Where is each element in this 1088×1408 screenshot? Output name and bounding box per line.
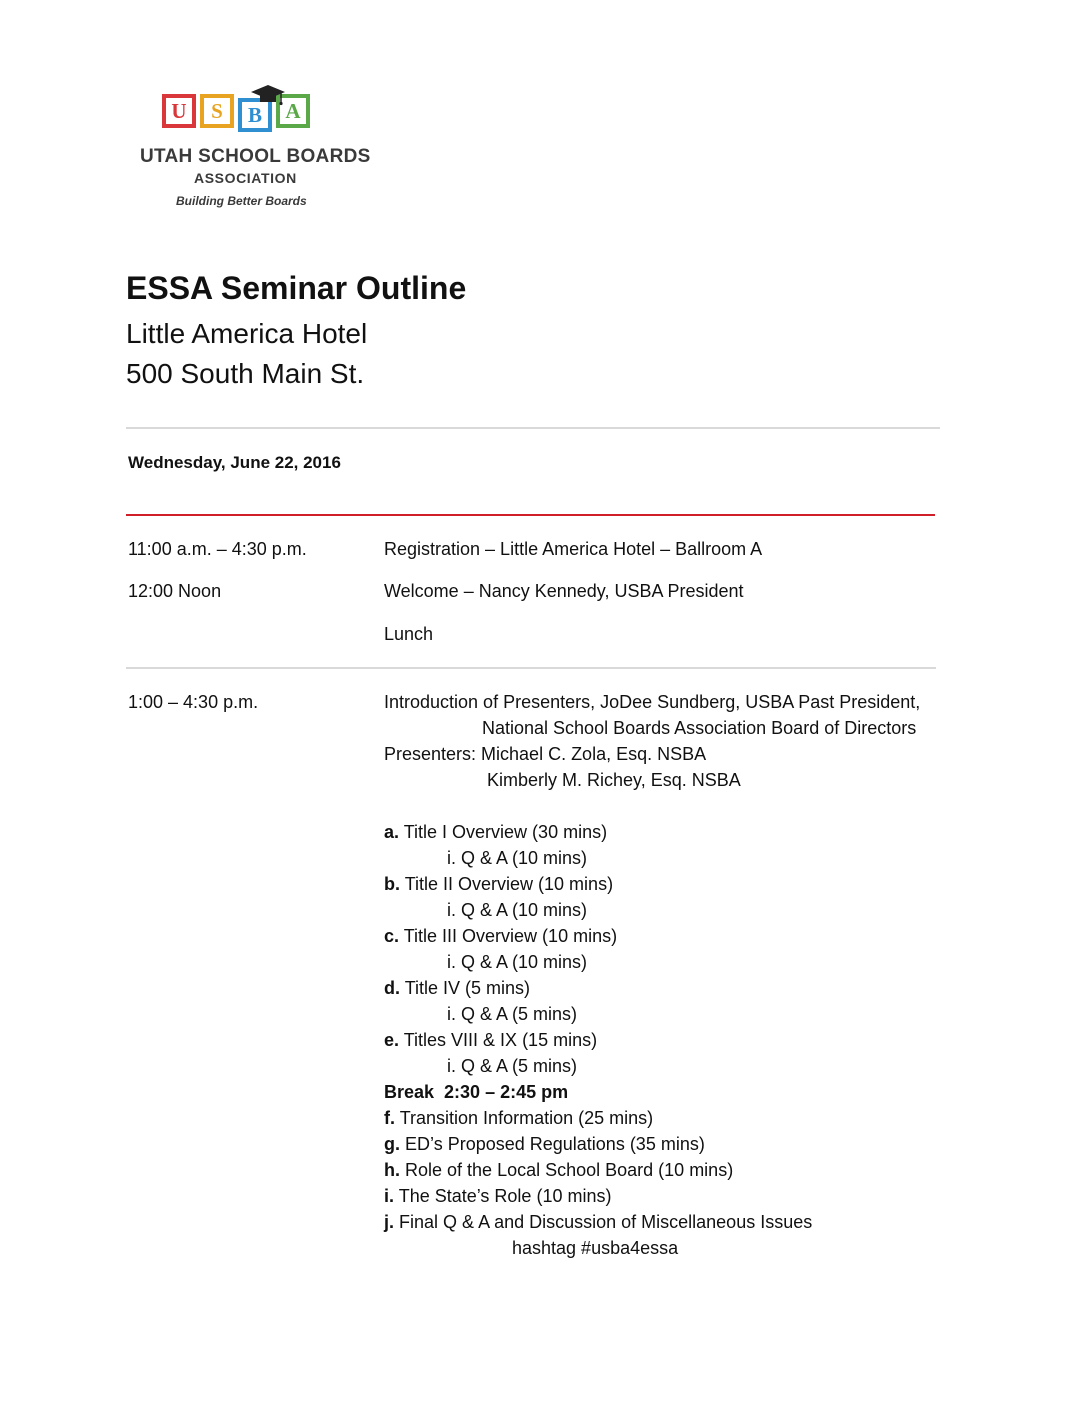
agenda-item: j. Final Q & A and Discussion of Miscellaneous Issues — [384, 1212, 813, 1232]
agenda-subitem: i. Q & A (10 mins) — [447, 848, 588, 868]
logo-blocks — [162, 84, 322, 134]
schedule-time: 12:00 Noon — [128, 581, 222, 601]
logo-block-u: U — [162, 94, 196, 128]
schedule-time: 11:00 a.m. – 4:30 p.m. — [128, 539, 307, 559]
presenters-line: Presenters: Michael C. Zola, Esq. NSBA — [384, 744, 707, 764]
logo-name: UTAH SCHOOL BOARDS — [140, 146, 371, 167]
event-date: Wednesday, June 22, 2016 — [128, 453, 341, 472]
schedule-item: Lunch — [384, 624, 434, 644]
agenda-subitem: i. Q & A (10 mins) — [447, 952, 588, 972]
schedule-item: Registration – Little America Hotel – Ballroom A — [384, 539, 763, 559]
agenda-subitem: i. Q & A (5 mins) — [447, 1056, 578, 1076]
agenda-subitem: i. Q & A (10 mins) — [447, 900, 588, 920]
divider — [126, 667, 936, 669]
presenters-line: Kimberly M. Richey, Esq. NSBA — [487, 770, 741, 790]
logo-block-a: A — [276, 94, 310, 128]
graduation-cap-icon — [250, 84, 286, 106]
logo-association: ASSOCIATION — [194, 170, 297, 186]
break-item: Break 2:30 – 2:45 pm — [384, 1082, 569, 1102]
page-title: ESSA Seminar Outline — [126, 270, 467, 306]
logo-block-b: B — [238, 98, 272, 132]
agenda-item: c. Title III Overview (10 mins) — [384, 926, 618, 946]
agenda-item: h. Role of the Local School Board (10 mins) — [384, 1160, 734, 1180]
agenda-subitem: i. Q & A (5 mins) — [447, 1004, 578, 1024]
divider-red — [126, 514, 935, 516]
hashtag: hashtag #usba4essa — [512, 1238, 679, 1258]
agenda-item: i. The State’s Role (10 mins) — [384, 1186, 612, 1206]
agenda-item: d. Title IV (5 mins) — [384, 978, 531, 998]
agenda-item: f. Transition Information (25 mins) — [384, 1108, 654, 1128]
venue-address: 500 South Main St. — [126, 358, 365, 389]
logo-tagline: Building Better Boards — [176, 194, 307, 208]
intro-line: Introduction of Presenters, JoDee Sundberg, USBA Past President, — [384, 692, 921, 712]
divider — [126, 427, 940, 429]
logo-block-s: S — [200, 94, 234, 128]
agenda-item: a. Title I Overview (30 mins) — [384, 822, 608, 842]
schedule-item: Welcome – Nancy Kennedy, USBA President — [384, 581, 744, 601]
usba-logo — [140, 58, 370, 228]
agenda-item: g. ED’s Proposed Regulations (35 mins) — [384, 1134, 705, 1154]
venue-name: Little America Hotel — [126, 318, 368, 349]
session-time: 1:00 – 4:30 p.m. — [128, 692, 259, 712]
intro-line: National School Boards Association Board of Directors — [482, 718, 917, 738]
agenda-item: e. Titles VIII & IX (15 mins) — [384, 1030, 598, 1050]
agenda-item: b. Title II Overview (10 mins) — [384, 874, 614, 894]
